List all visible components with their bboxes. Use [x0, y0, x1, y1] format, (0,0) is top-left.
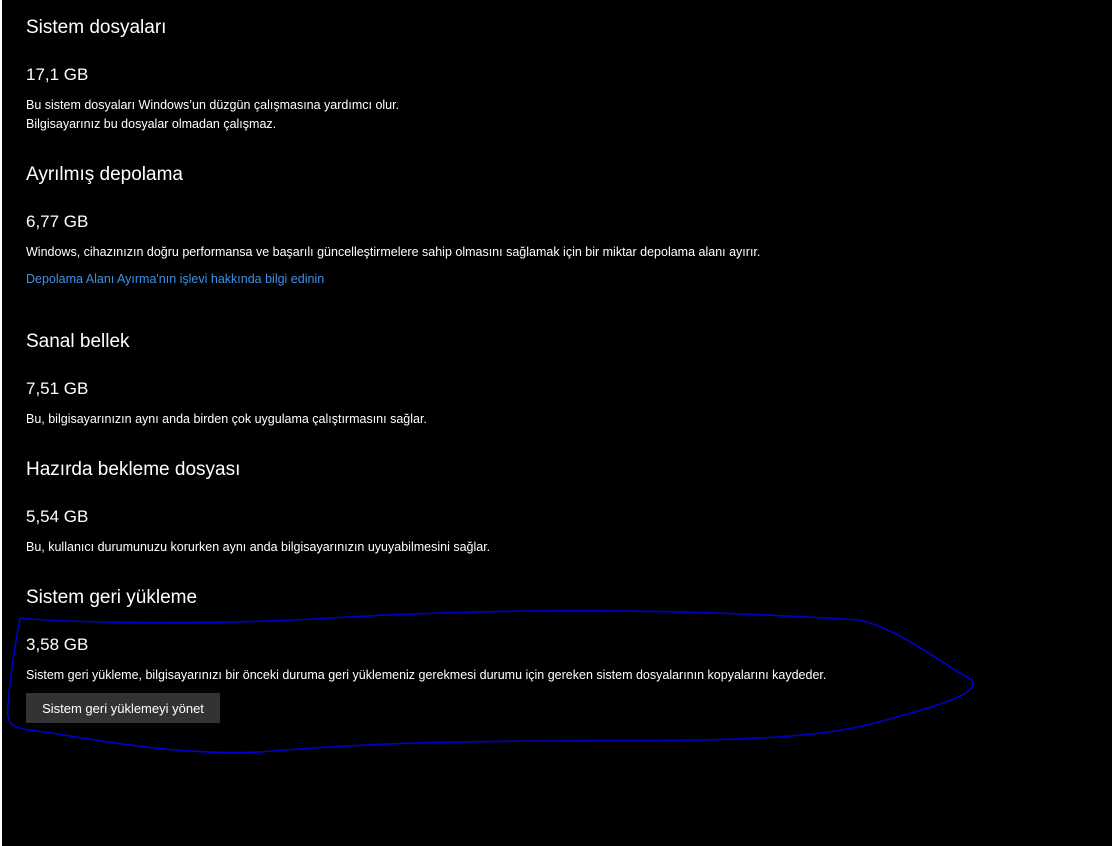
reserved-storage-learn-more-link[interactable]: Depolama Alanı Ayırma'nın işlevi hakkında bilgi edinin	[26, 272, 325, 286]
desc-system-restore: Sistem geri yükleme, bilgisayarınızı bir önceki duruma geri yüklemeniz gerekmesi durumu için gereken sistem dosyalarının kopyalarını kaydeder.	[26, 668, 827, 682]
desc-system-files-line-1: Bu sistem dosyaları Windows’un düzgün çalışmasına yardımcı olur.	[26, 98, 400, 112]
section-title-virtual-memory: Sanal bellek	[26, 331, 130, 352]
desc-reserved-storage: Windows, cihazınızın doğru performansa ve başarılı güncelleştirmelere sahip olmasını sağlamak için bir miktar depolama alanı ayırır.	[26, 245, 761, 259]
size-system-files: 17,1 GB	[26, 65, 89, 84]
section-title-system-restore: Sistem geri yükleme	[26, 587, 198, 608]
size-virtual-memory: 7,51 GB	[26, 379, 89, 398]
size-reserved-storage: 6,77 GB	[26, 212, 89, 231]
size-hibernation-file: 5,54 GB	[26, 507, 89, 526]
section-title-hibernation-file: Hazırda bekleme dosyası	[26, 459, 241, 480]
desc-virtual-memory: Bu, bilgisayarınızın aynı anda birden çok uygulama çalıştırmasını sağlar.	[26, 412, 427, 426]
storage-details-page	[2, 0, 1112, 846]
desc-system-files-line-2: Bilgisayarınız bu dosyalar olmadan çalışmaz.	[26, 117, 277, 131]
section-title-system-files: Sistem dosyaları	[26, 17, 167, 38]
section-title-reserved-storage: Ayrılmış depolama	[26, 164, 183, 185]
size-system-restore: 3,58 GB	[26, 635, 89, 654]
manage-system-restore-button[interactable]: Sistem geri yüklemeyi yönet	[26, 693, 220, 723]
desc-hibernation-file: Bu, kullanıcı durumunuzu korurken aynı anda bilgisayarınızın uyuyabilmesini sağlar.	[26, 540, 491, 554]
